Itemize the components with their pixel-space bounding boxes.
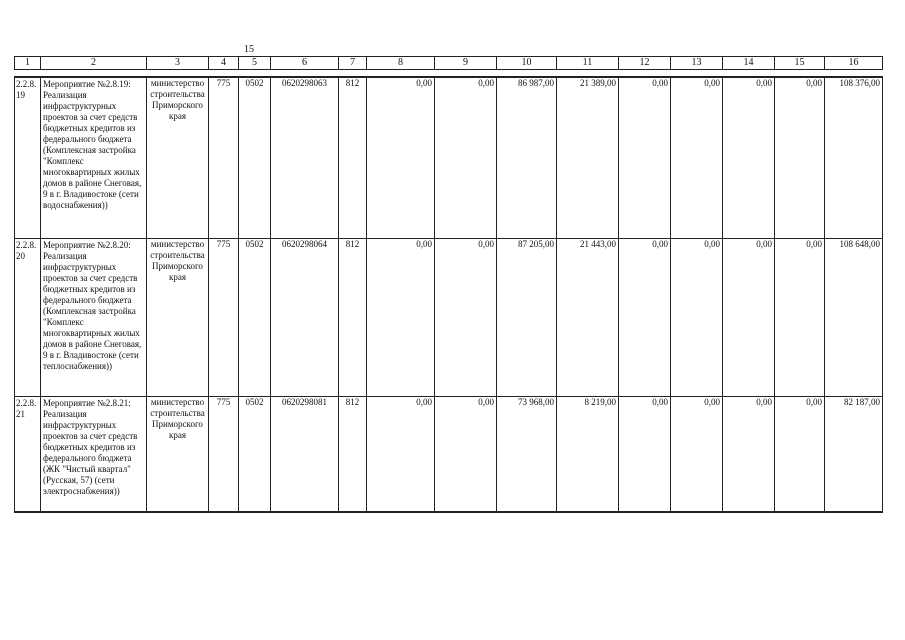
- header-row: [15, 57, 883, 70]
- cell-c4: 775: [209, 77, 239, 239]
- cell-c12: 0,00: [619, 77, 671, 239]
- cell-c7: 812: [339, 77, 367, 239]
- col-header-16: 16: [825, 57, 883, 70]
- col-header-7: 7: [339, 57, 367, 70]
- col-header-2: 2: [41, 57, 147, 70]
- cell-c12: 0,00: [619, 239, 671, 397]
- cell-c16: 82 187,00: [825, 397, 883, 513]
- cell-c5: 0502: [239, 397, 271, 513]
- cell-c4: 775: [209, 239, 239, 397]
- activity-name: Мероприятие №2.8.19: Реализация инфраструктурных проектов за счет средств бюджетных кредитов из федерального бюджета (Комплексная застройка "Комплекс многоквартирных жилых домов в районе Снеговая, 9 в г. Владивостоке (сети водоснабжения)): [41, 77, 147, 239]
- executor: министерство строительства Приморского края: [147, 397, 209, 513]
- cell-c9: 0,00: [435, 77, 497, 239]
- activity-name: Мероприятие №2.8.21: Реализация инфраструктурных проектов за счет средств бюджетных кредитов из федерального бюджета (ЖК "Чистый квартал" (Русская, 57) (сети электроснабжения)): [41, 397, 147, 513]
- col-header-12: 12: [619, 57, 671, 70]
- activity-name: Мероприятие №2.8.20: Реализация инфраструктурных проектов за счет средств бюджетных кредитов из федерального бюджета (Комплексная застройка "Комплекс многоквартирных жилых домов в районе Снеговая, 9 в г. Владивостоке (сети теплоснабжения)): [41, 239, 147, 397]
- cell-c15: 0,00: [775, 77, 825, 239]
- executor: министерство строительства Приморского края: [147, 239, 209, 397]
- col-header-15: 15: [775, 57, 825, 70]
- cell-c11: 21 443,00: [557, 239, 619, 397]
- cell-c14: 0,00: [723, 77, 775, 239]
- column-header-table: [14, 56, 883, 70]
- col-header-14: 14: [723, 57, 775, 70]
- cell-c7: 812: [339, 397, 367, 513]
- col-header-13: 13: [671, 57, 723, 70]
- cell-c16: 108 376,00: [825, 77, 883, 239]
- cell-c12: 0,00: [619, 397, 671, 513]
- page-number: 15: [244, 44, 254, 55]
- table-row: [15, 239, 883, 397]
- cell-c10: 73 968,00: [497, 397, 557, 513]
- cell-c15: 0,00: [775, 239, 825, 397]
- cell-c8: 0,00: [367, 239, 435, 397]
- cell-c13: 0,00: [671, 239, 723, 397]
- row-number: 2.2.8.20: [15, 239, 41, 397]
- cell-c9: 0,00: [435, 397, 497, 513]
- col-header-3: 3: [147, 57, 209, 70]
- cell-c7: 812: [339, 239, 367, 397]
- cell-c5: 0502: [239, 239, 271, 397]
- cell-c16: 108 648,00: [825, 239, 883, 397]
- cell-c13: 0,00: [671, 397, 723, 513]
- cell-c4: 775: [209, 397, 239, 513]
- row-number: 2.2.8.21: [15, 397, 41, 513]
- col-header-9: 9: [435, 57, 497, 70]
- cell-c9: 0,00: [435, 239, 497, 397]
- cell-c6: 0620298063: [271, 77, 339, 239]
- cell-c15: 0,00: [775, 397, 825, 513]
- cell-c11: 21 389,00: [557, 77, 619, 239]
- executor: министерство строительства Приморского края: [147, 77, 209, 239]
- cell-c6: 0620298081: [271, 397, 339, 513]
- col-header-1: 1: [15, 57, 41, 70]
- cell-c10: 86 987,00: [497, 77, 557, 239]
- cell-c8: 0,00: [367, 77, 435, 239]
- cell-c13: 0,00: [671, 77, 723, 239]
- cell-c14: 0,00: [723, 397, 775, 513]
- col-header-10: 10: [497, 57, 557, 70]
- col-header-8: 8: [367, 57, 435, 70]
- cell-c6: 0620298064: [271, 239, 339, 397]
- cell-c11: 8 219,00: [557, 397, 619, 513]
- row-number: 2.2.8.19: [15, 77, 41, 239]
- cell-c8: 0,00: [367, 397, 435, 513]
- table-row: [15, 397, 883, 513]
- cell-c10: 87 205,00: [497, 239, 557, 397]
- data-table: [14, 76, 883, 513]
- col-header-11: 11: [557, 57, 619, 70]
- col-header-6: 6: [271, 57, 339, 70]
- cell-c14: 0,00: [723, 239, 775, 397]
- cell-c5: 0502: [239, 77, 271, 239]
- col-header-4: 4: [209, 57, 239, 70]
- table-row: [15, 77, 883, 239]
- col-header-5: 5: [239, 57, 271, 70]
